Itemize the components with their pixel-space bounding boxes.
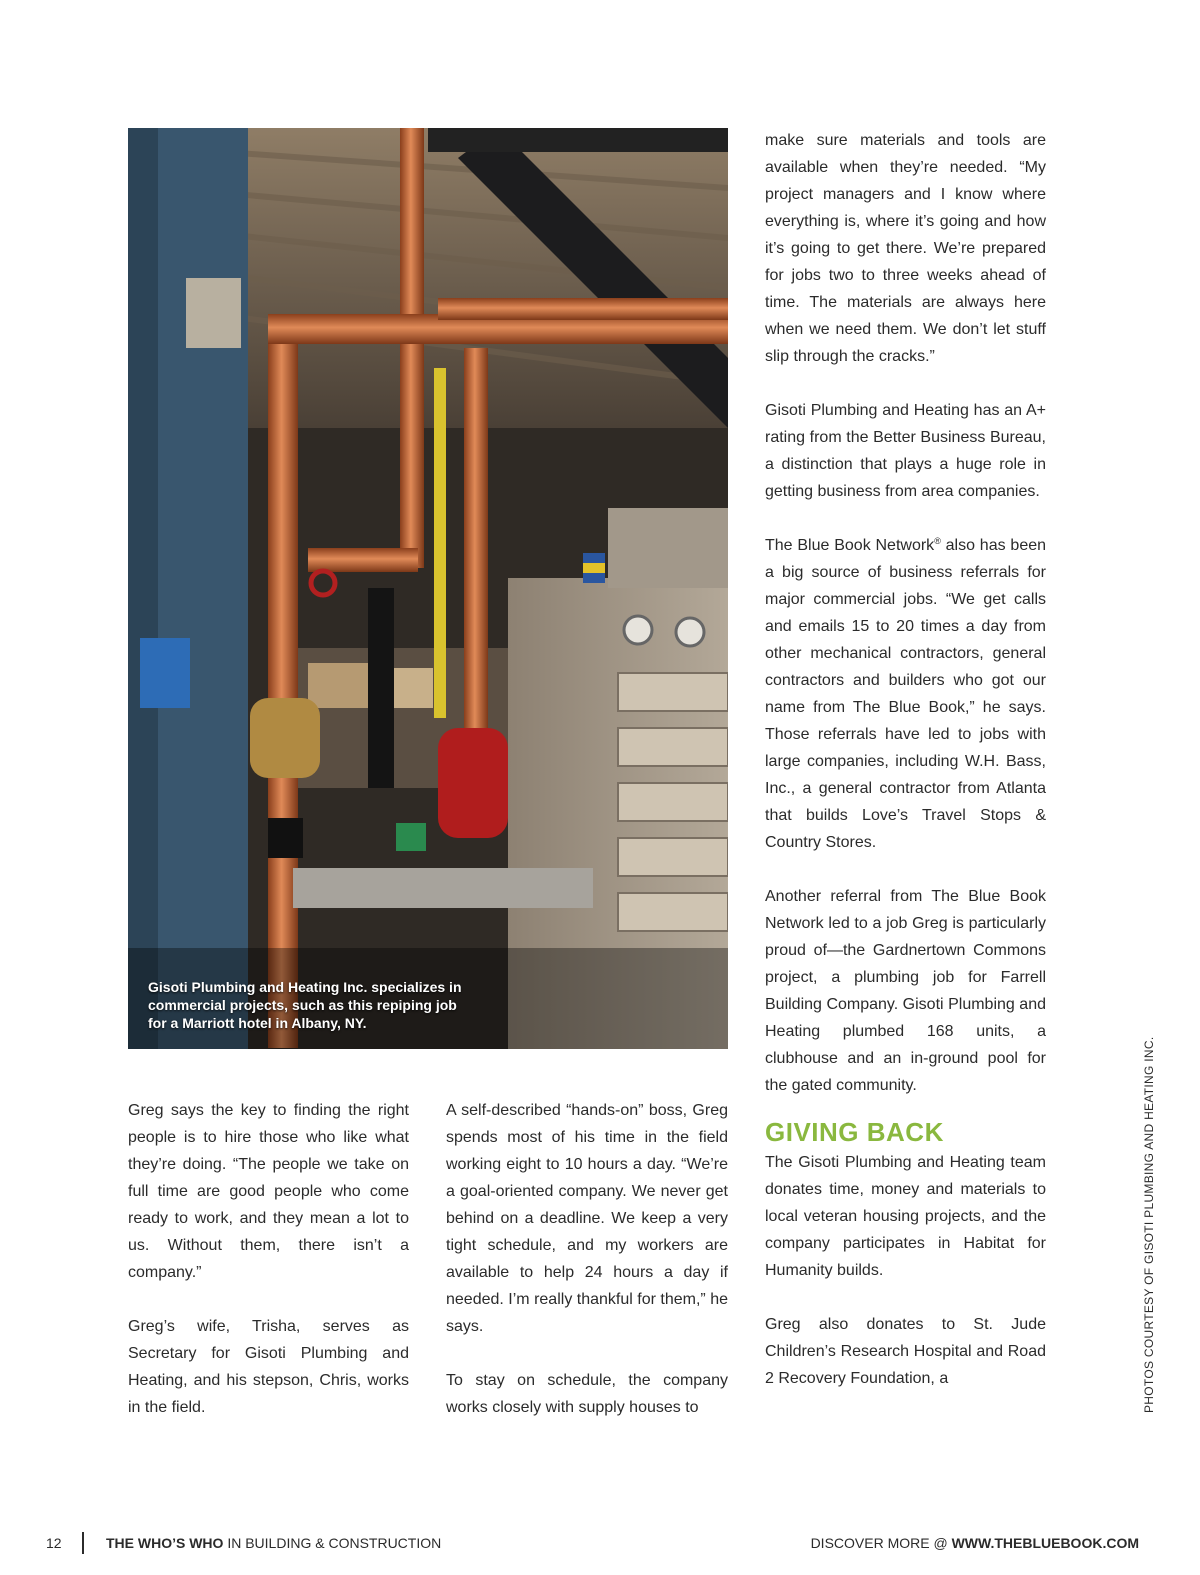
photo-illustration (128, 128, 728, 1049)
text-run: also has been a big source of business referrals for major commercial jobs. “We get calls and emails 15 to 20 times a day from other mechanical contractors, general contractors and builders who got our name from The Blue Book,” he says. Those referrals have led to jobs with large companies, including W.H. Bass, Inc., a general contractor from Atlanta that builds Love’s Travel Stops & Country Stores. (765, 537, 1047, 851)
publication-title-rest: IN BUILDING & CONSTRUCTION (223, 1535, 442, 1551)
publication-title (106, 1535, 441, 1551)
publication-title-bold: THE WHO’S WHO (106, 1535, 224, 1551)
section-heading: GIVING BACK (765, 1117, 944, 1147)
paragraph: Another referral from The Blue Book Network led to a job Greg is particularly proud of—the Gardnertown Commons project, a plumbing job for Farrell Building Company. Gisoti Plumbing and Heating plumbed 168 units, a clubhouse and an in-ground pool for the gated community. (765, 888, 1046, 1094)
article-photo (128, 128, 728, 1049)
paragraph: To stay on schedule, the company works closely with supply houses to (446, 1372, 728, 1416)
paragraph: A self-described “hands-on” boss, Greg spends most of his time in the field working eight to 10 hours a day. “We’re a goal-oriented company. We never get behind on a deadline. We keep a very tight schedule, and my workers are available to help 24 hours a day if needed. I’m really thankful for them,” he says. (446, 1102, 728, 1335)
footer-divider (82, 1532, 84, 1554)
paragraph: The Gisoti Plumbing and Heating team donates time, money and materials to local veteran housing projects, and the company participates in Habitat for Humanity builds. (765, 1154, 1046, 1279)
text-column-1 (128, 1097, 409, 1421)
registered-mark: ® (934, 536, 941, 546)
text-column-3 (765, 127, 1046, 1392)
paragraph: Greg’s wife, Trisha, serves as Secretary for Gisoti Plumbing and Heating, and his stepson, Chris, works in the field. (128, 1318, 409, 1416)
website-link[interactable]: WWW.THEBLUEBOOK.COM (951, 1535, 1139, 1551)
text-run: The Blue Book Network (765, 537, 935, 554)
paragraph: Greg says the key to finding the right people is to hire those who like what they’re doing. “The people we take on full time are good people who come ready to work, and they mean a lot to us. Without them, there isn’t a company.” (128, 1102, 409, 1281)
discover-label: DISCOVER MORE @ (810, 1535, 952, 1551)
photo-credit: PHOTOS COURTESY OF GISOTI PLUMBING AND HEATING INC. (1142, 1036, 1156, 1413)
paragraph: Greg also donates to St. Jude Children’s Research Hospital and Road 2 Recovery Foundation, a (765, 1316, 1046, 1387)
text-column-2 (446, 1097, 728, 1421)
discover-more (811, 1535, 1139, 1551)
paragraph (765, 532, 1046, 856)
paragraph: Gisoti Plumbing and Heating has an A+ rating from the Better Business Bureau, a distinction that plays a huge role in getting business from area companies. (765, 402, 1046, 500)
photo-caption: Gisoti Plumbing and Heating Inc. specializes in commercial projects, such as this repiping job for a Marriott hotel in Albany, NY. (148, 979, 462, 1031)
paragraph: make sure materials and tools are available when they’re needed. “My project managers and I know where everything is, where it’s going and how it’s going to get there. We’re prepared for jobs two to three weeks ahead of time. The materials are always here when we need them. We don’t let stuff slip through the cracks.” (765, 132, 1046, 365)
page-number: 12 (46, 1535, 62, 1551)
